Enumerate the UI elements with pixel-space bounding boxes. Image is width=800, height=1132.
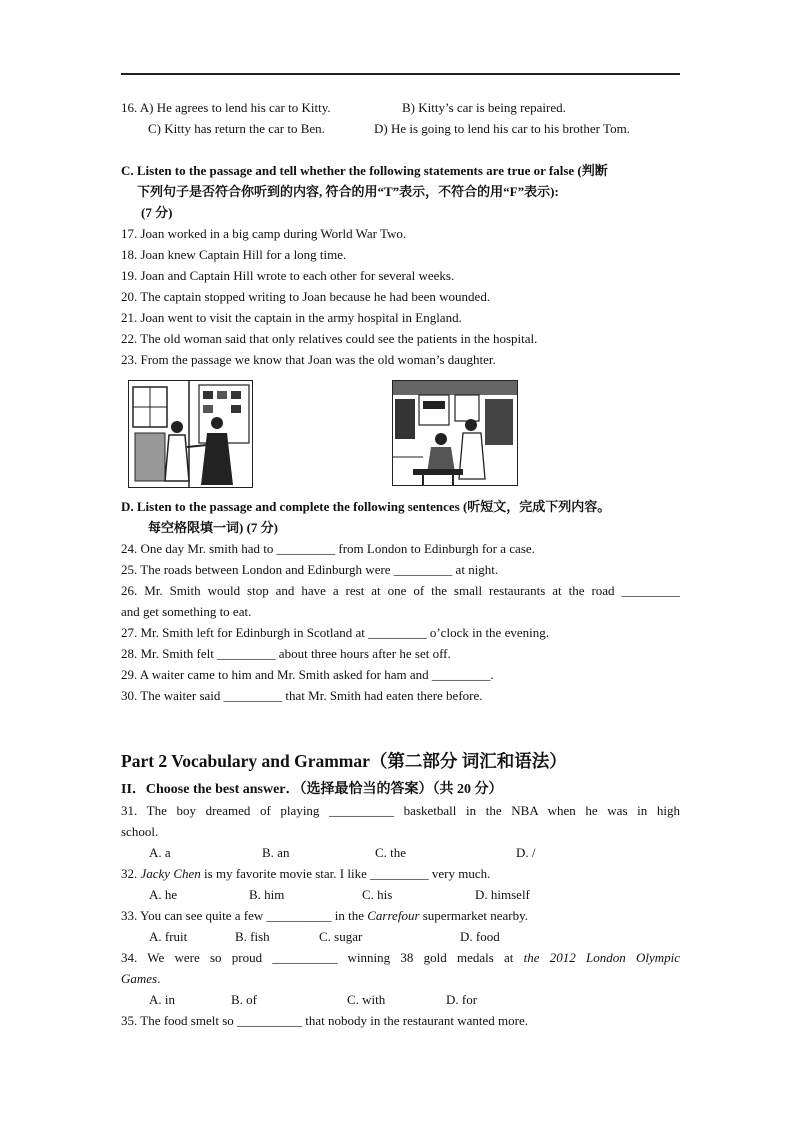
q16-option-d: D) He is going to lend his car to his brother Tom. <box>374 121 630 136</box>
blank-30: 30. The waiter said _________ that Mr. Smith had eaten there before. <box>121 688 483 703</box>
question-34 <box>121 950 680 966</box>
statement-19: 19. Joan and Captain Hill wrote to each other for several weeks. <box>121 268 455 283</box>
header-rule <box>121 73 680 75</box>
section-c-points: (7 分) <box>141 205 173 220</box>
q33-option-a: A. fruit <box>149 929 188 944</box>
q16-option-a: 16. A) He agrees to lend his car to Kitty. <box>121 100 331 115</box>
q34-italic-event: the 2012 London Olympic <box>523 950 681 965</box>
q34-option-a: A. in <box>149 992 175 1007</box>
blank-26: 26. Mr. Smith would stop and have a rest at one of the small restaurants at the road _________ <box>121 583 680 598</box>
blank-27: 27. Mr. Smith left for Edinburgh in Scotland at _________ o’clock in the evening. <box>121 625 549 640</box>
blank-26-continued: and get something to eat. <box>121 604 252 619</box>
q16-option-b: B) Kitty’s car is being repaired. <box>402 100 566 115</box>
q33-text: 33. You can see quite a few __________ in the <box>121 908 368 923</box>
q31-option-d: D. / <box>516 845 536 860</box>
q32-text: is my favorite movie star. I like _________ very much. <box>200 866 491 881</box>
illustration-hospital-visit <box>128 380 253 488</box>
blank-28: 28. Mr. Smith felt _________ about three hours after he set off. <box>121 646 451 661</box>
q31-option-c: C. the <box>375 845 407 860</box>
q32-option-a: A. he <box>149 887 178 902</box>
question-34-continued <box>121 971 160 987</box>
q34-option-c: C. with <box>347 992 386 1007</box>
section-c-instruction-2: 下列句子是否符合你听到的内容, 符合的用“T”表示，不符合的用“F”表示): <box>137 184 559 199</box>
q34-text: 34. We were so proud __________ winning 38 gold medals at <box>121 950 524 965</box>
part-2-title: Part 2 Vocabulary and Grammar（第二部分 词汇和语法） <box>121 751 567 771</box>
question-31-continued: school. <box>121 824 159 839</box>
section-d-instruction-2: 每空格限填一词) (7 分) <box>148 520 278 535</box>
section-d-instruction-1: D. Listen to the passage and complete the following sentences (听短文，完成下列内容。 <box>121 499 611 514</box>
q33-option-d: D. food <box>460 929 500 944</box>
statement-23: 23. From the passage we know that Joan was the old woman’s daughter. <box>121 352 496 367</box>
q34-option-d: D. for <box>446 992 478 1007</box>
q32-italic-name: Jacky Chen <box>140 866 201 881</box>
illustration-hospital-visit-drawing <box>129 381 252 487</box>
statement-18: 18. Joan knew Captain Hill for a long time. <box>121 247 347 262</box>
q33-italic-name: Carrefour <box>367 908 420 923</box>
illustration-restaurant-scene-drawing <box>393 381 517 485</box>
question-32 <box>121 866 490 882</box>
q33-text-end: supermarket nearby. <box>419 908 529 923</box>
part-2-heading: II．Choose the best answer．（选择最恰当的答案）（共 20 分） <box>121 782 503 797</box>
q31-option-a: A. a <box>149 845 171 860</box>
statement-22: 22. The old woman said that only relatives could see the patients in the hospital. <box>121 331 538 346</box>
q34-italic-event-end: Games <box>121 971 158 986</box>
question-35: 35. The food smelt so __________ that nobody in the restaurant wanted more. <box>121 1013 529 1028</box>
q34-option-b: B. of <box>231 992 257 1007</box>
blank-24: 24. One day Mr. smith had to _________ from London to Edinburgh for a case. <box>121 541 535 556</box>
blank-25: 25. The roads between London and Edinburgh were _________ at night. <box>121 562 499 577</box>
statement-17: 17. Joan worked in a big camp during World War Two. <box>121 226 407 241</box>
q16-option-c: C) Kitty has return the car to Ben. <box>148 121 325 136</box>
q33-option-c: C. sugar <box>319 929 363 944</box>
statement-20: 20. The captain stopped writing to Joan because he had been wounded. <box>121 289 491 304</box>
question-33 <box>121 908 528 924</box>
illustration-restaurant-scene <box>392 380 518 486</box>
q32-option-b: B. him <box>249 887 285 902</box>
q32-number: 32. <box>121 866 141 881</box>
section-c-instruction-1: C. Listen to the passage and tell whether the following statements are true or false (判断 <box>121 163 608 178</box>
question-31: 31. The boy dreamed of playing __________ basketball in the NBA when he was in high <box>121 803 680 818</box>
statement-21: 21. Joan went to visit the captain in the army hospital in England. <box>121 310 462 325</box>
q32-option-c: C. his <box>362 887 393 902</box>
q33-option-b: B. fish <box>235 929 270 944</box>
blank-29: 29. A waiter came to him and Mr. Smith asked for ham and _________. <box>121 667 494 682</box>
q31-option-b: B. an <box>262 845 290 860</box>
q34-period: . <box>157 971 161 986</box>
q32-option-d: D. himself <box>475 887 530 902</box>
